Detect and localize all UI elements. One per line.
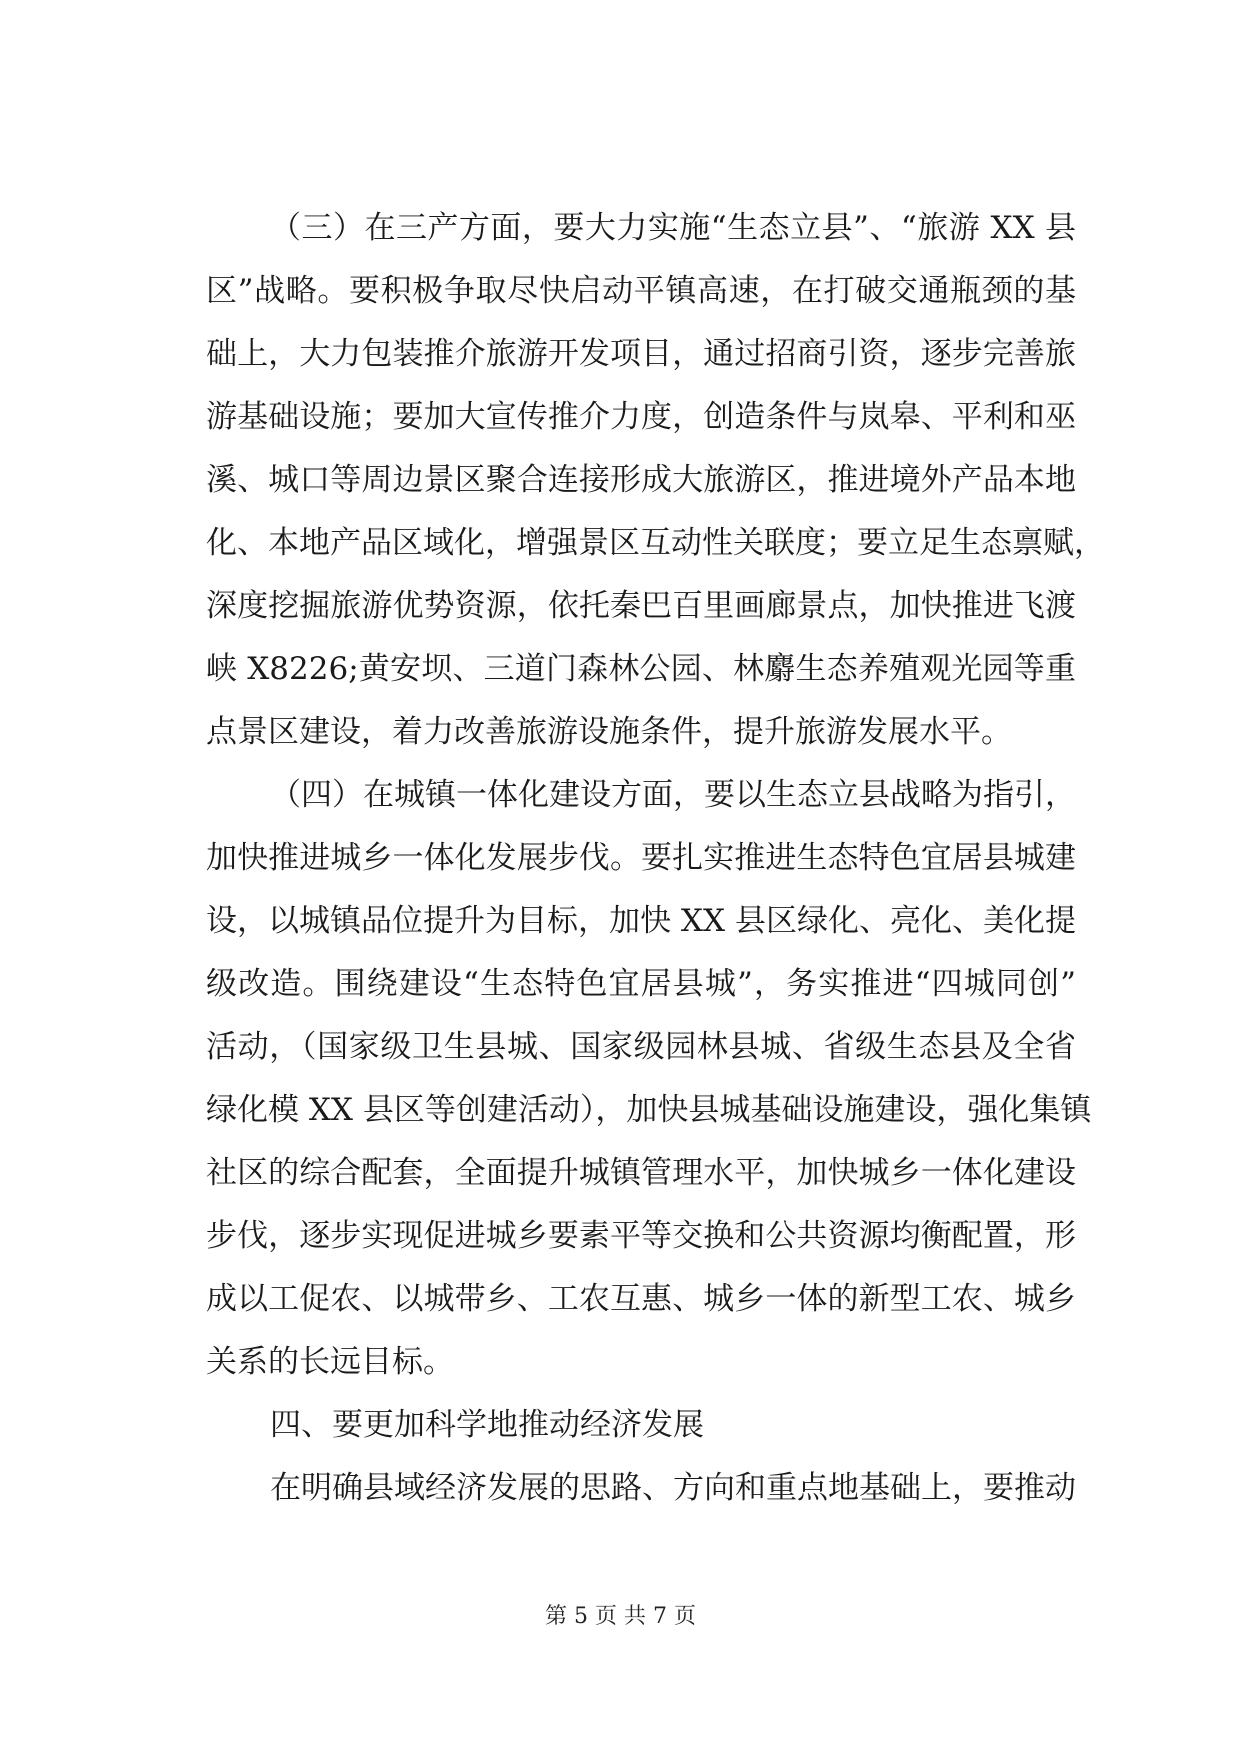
text-line: （四）在城镇一体化建设方面，要以生态立县战略为指引，: [270, 777, 1076, 813]
text-line: 步伐，逐步实现促进城乡要素平等交换和公共资源均衡配置，形: [206, 1218, 1076, 1254]
text-line: 化、本地产品区域化，增强景区互动性关联度；要立足生态禀赋，: [206, 525, 1105, 561]
page-number: 第 5 页 共 7 页: [545, 1604, 696, 1629]
text-line: 溪、城口等周边景区聚合连接形成大旅游区，推进境外产品本地: [206, 462, 1076, 498]
text-line: 成以工促农、以城带乡、工农互惠、城乡一体的新型工农、城乡: [206, 1281, 1076, 1317]
text-line: 级改造。围绕建设“生态特色宜居县城”，务实推进“四城同创”: [206, 966, 1076, 1002]
text-line: 在明确县域经济发展的思路、方向和重点地基础上，要推动: [270, 1470, 1076, 1506]
text-line: 加快推进城乡一体化发展步伐。要扎实推进生态特色宜居县城建: [206, 840, 1076, 876]
text-line: 关系的长远目标。: [206, 1344, 454, 1380]
text-line: 峡 X8226;黄安坝、三道门森林公园、林麝生态养殖观光园等重: [206, 651, 1076, 687]
text-line: 绿化模 XX 县区等创建活动），加快县城基础设施建设，强化集镇: [206, 1092, 1092, 1128]
text-line: 游基础设施；要加大宣传推介力度，创造条件与岚皋、平利和巫: [206, 399, 1076, 435]
text-line: 活动，（国家级卫生县城、国家级园林县城、省级生态县及全省: [206, 1029, 1076, 1065]
text-line: 区”战略。要积极争取尽快启动平镇高速，在打破交通瓶颈的基: [206, 273, 1076, 309]
text-line: 深度挖掘旅游优势资源，依托秦巴百里画廊景点，加快推进飞渡: [206, 588, 1076, 624]
text-line: （三）在三产方面，要大力实施“生态立县”、“旅游 XX 县: [270, 210, 1076, 246]
text-line: 础上，大力包装推介旅游开发项目，通过招商引资，逐步完善旅: [206, 336, 1076, 372]
text-line: 社区的综合配套，全面提升城镇管理水平，加快城乡一体化建设: [206, 1155, 1076, 1191]
section-heading: 四、要更加科学地推动经济发展: [270, 1407, 704, 1443]
text-line: 设，以城镇品位提升为目标，加快 XX 县区绿化、亮化、美化提: [206, 903, 1076, 939]
text-line: 点景区建设，着力改善旅游设施条件，提升旅游发展水平。: [206, 714, 1012, 750]
